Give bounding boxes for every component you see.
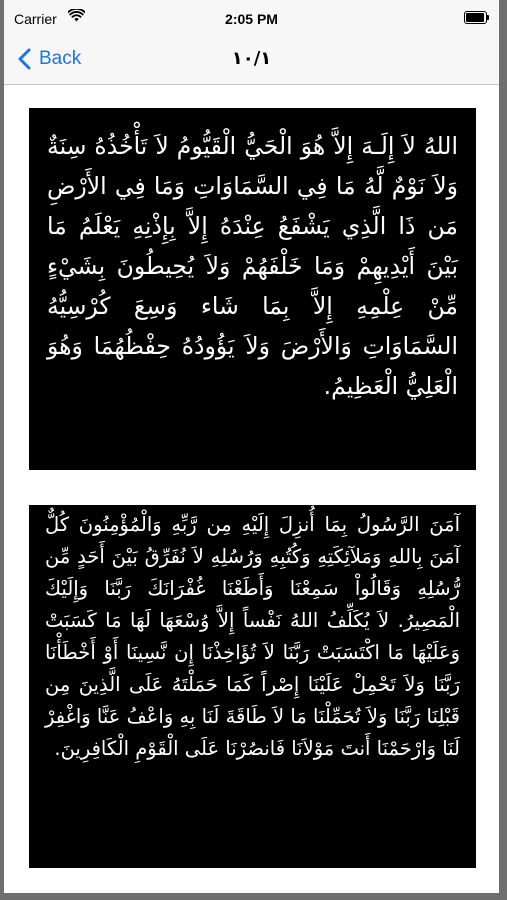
carrier-label: Carrier [14, 11, 57, 27]
phone-screen [4, 0, 499, 893]
battery-icon [464, 11, 489, 24]
status-bar [4, 0, 499, 36]
verses-list[interactable] [4, 85, 499, 893]
page-title: ۱۰/۱ [231, 48, 272, 69]
navigation-bar [4, 36, 499, 85]
verse-card: اللهُ لاَ إِلَـهَ إِلاَّ هُوَ الْحَيُّ الْقَيُّومُ لاَ تَأْخُذُهُ سِنَةٌ وَلاَ نَوْمٌ لَّهُ مَا فِي السَّمَاوَاتِ وَمَا فِي الأَرْضِ مَن ذَا الَّذِي يَشْفَعُ عِنْدَهُ إِلاَّ بِإِذْنِهِ يَعْلَمُ مَا بَيْنَ أَيْدِيهِمْ وَمَا خَلْفَهُمْ وَلاَ يُحِيطُونَ بِشَيْءٍ مِّنْ عِلْمِهِ إِلاَّ بِمَا شَاء وَسِعَ كُرْسِيُّهُ السَّمَاوَاتِ وَالأَرْضَ وَلاَ يَؤُودُهُ حِفْظُهُمَا وَهُوَ الْعَلِيُّ الْعَظِيمُ. [29, 108, 476, 470]
back-label: Back [39, 48, 82, 69]
verse-card: آمَنَ الرَّسُولُ بِمَا أُنزِلَ إِلَيْهِ مِن رَّبِّهِ وَالْمُؤْمِنُونَ كُلٌّ آمَنَ بِاللهِ وَمَلآئِكَتِهِ وَكُتُبِهِ وَرُسُلِهِ لاَ نُفَرِّقُ بَيْنَ أَحَدٍ مِّن رُّسُلِهِ وَقَالُواْ سَمِعْنَا وَأَطَعْنَا غُفْرَانَكَ رَبَّنَا وَإِلَيْكَ الْمَصِيرُ. لاَ يُكَلِّفُ اللهُ نَفْساً إِلاَّ وُسْعَهَا لَهَا مَا كَسَبَتْ وَعَلَيْهَا مَا اكْتَسَبَتْ رَبَّنَا لاَ تُؤَاخِذْنَا إِن نَّسِينَا أَوْ أَخْطَأْنَا رَبَّنَا وَلاَ تَحْمِلْ عَلَيْنَا إِصْراً كَمَا حَمَلْتَهُ عَلَى الَّذِينَ مِن قَبْلِنَا رَبَّنَا وَلاَ تُحَمِّلْنَا مَا لاَ طَاقَةَ لَنَا بِهِ وَاعْفُ عَنَّا وَاغْفِرْ لَنَا وَارْحَمْنَا أَنتَ مَوْلاَنَا فَانصُرْنَا عَلَى الْقَوْمِ الْكَافِرِينَ. [29, 505, 476, 868]
clock: 2:05 PM [225, 11, 278, 27]
